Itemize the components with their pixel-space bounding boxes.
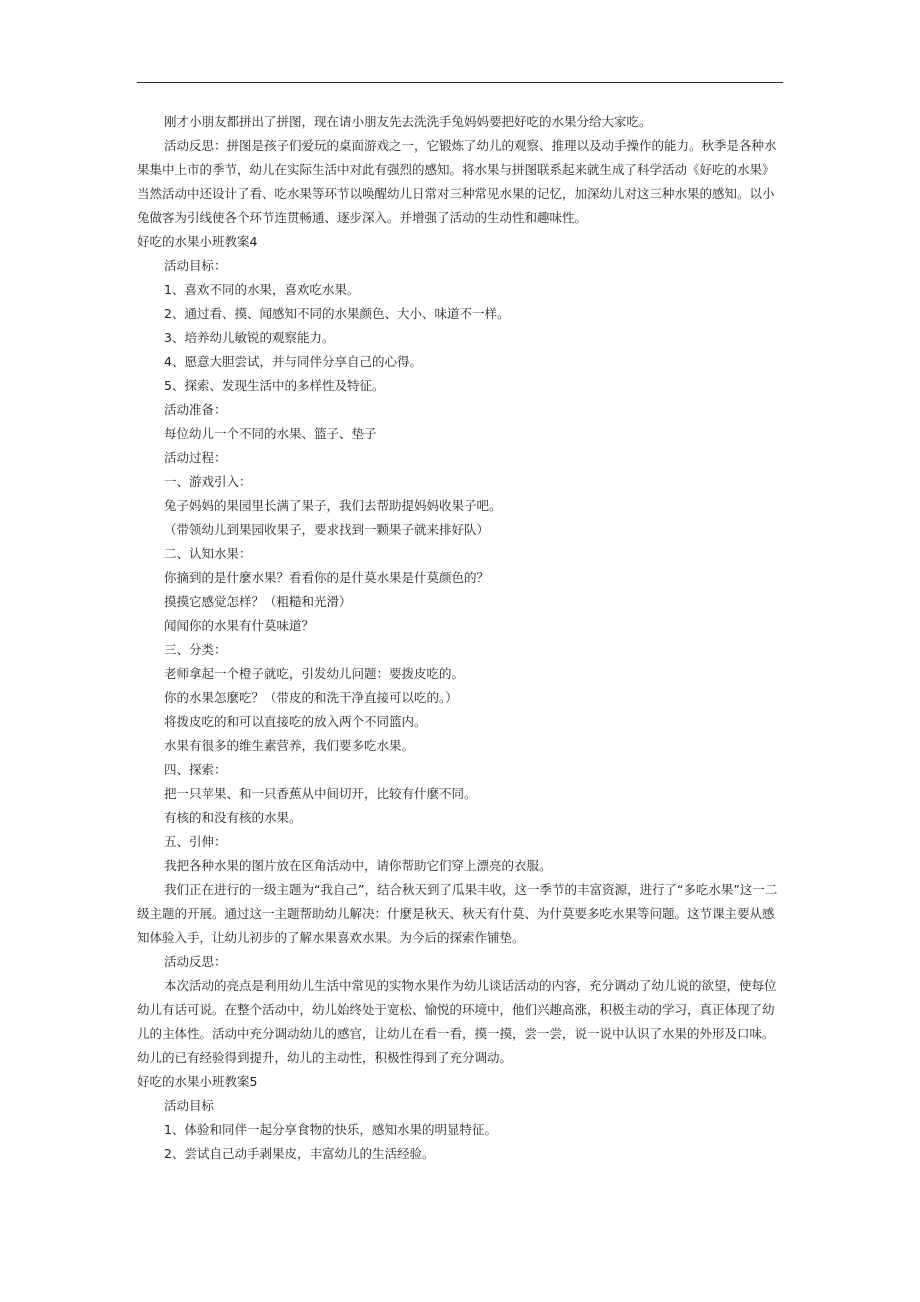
subheading: 活动目标 <box>164 1098 215 1113</box>
paragraph: （带领幼儿到果园收果子，要求找到一颗果子就来排好队） <box>164 522 490 537</box>
paragraph: 将拨皮吃的和可以直接吃的放入两个不同篮内。 <box>164 714 427 729</box>
header-rule <box>137 82 783 83</box>
paragraph: 你摘到的是什麼水果？看看你的是什莫水果是什莫颜色的？ <box>164 570 490 585</box>
subheading: 活动反思： <box>164 954 227 969</box>
list-item: 3、培养幼儿敏锐的观察能力。 <box>164 330 335 345</box>
paragraph: 我把各种水果的图片放在区角活动中，请你帮助它们穿上漂亮的衣服。 <box>164 858 552 873</box>
section-heading: 好吃的水果小班教案4 <box>137 234 258 249</box>
step-heading: 二、认知水果： <box>164 546 252 561</box>
section-heading: 好吃的水果小班教案5 <box>137 1074 258 1089</box>
subheading: 活动准备： <box>164 402 227 417</box>
list-item: 1、喜欢不同的水果，喜欢吃水果。 <box>164 282 360 297</box>
step-heading: 五、引伸： <box>164 834 227 849</box>
paragraph: 刚才小朋友都拼出了拼图，现在请小朋友先去洗洗手兔妈妈要把好吃的水果分给大家吃。 <box>164 114 652 129</box>
list-item: 2、通过看、摸、闻感知不同的水果颜色、大小、味道不一样。 <box>164 306 510 321</box>
paragraph: 我们正在进行的一级主题为“我自己”，结合秋天到了瓜果丰收，这一季节的丰富资源，进行了“多吃水果”这一二级主题的开展。通过这一主题帮助幼儿解决：什麼是秋天、秋天有什莫、为什莫要多吃水果等问题。这节课主要从感知体验入手，让幼儿初步的了解水果喜欢水果。为今后的探索作铺垫。 <box>137 882 778 945</box>
paragraph: 你的水果怎麼吃？（带皮的和洗干净直接可以吃的。） <box>164 690 458 705</box>
subheading: 活动目标： <box>164 258 227 273</box>
step-heading: 四、探索： <box>164 762 227 777</box>
paragraph: 老师拿起一个橙子就吃，引发幼儿问题：要拨皮吃的。 <box>164 666 465 681</box>
paragraph: 本次活动的亮点是利用幼儿生活中常见的实物水果作为幼儿谈话活动的内容，充分调动了幼儿说的欲望，使每位幼儿有话可说。在整个活动中，幼儿始终处于宽松、愉悦的环境中，他们兴趣高涨，积极主动的学习，真正体现了幼儿的主体性。活动中充分调动幼儿的感官，让幼儿在看一看，摸一摸，尝一尝，说一说中认识了水果的外形及口味。幼儿的已有经验得到提升，幼儿的主动性，积极性得到了充分调动。 <box>137 978 777 1065</box>
paragraph: 把一只苹果、和一只香蕉从中间切开，比较有什麼不同。 <box>164 786 477 801</box>
list-item: 2、尝试自己动手剥果皮，丰富幼儿的生活经验。 <box>164 1146 435 1161</box>
paragraph: 每位幼儿一个不同的水果、篮子、垫子 <box>164 426 377 441</box>
step-heading: 三、分类： <box>164 642 227 657</box>
paragraph: 闻闻你的水果有什莫味道？ <box>164 618 315 633</box>
list-item: 5、探索、发现生活中的多样性及特征。 <box>164 378 385 393</box>
paragraph: 兔子妈妈的果园里长满了果子，我们去帮助提妈妈收果子吧。 <box>164 498 502 513</box>
paragraph: 水果有很多的维生素营养，我们要多吃水果。 <box>164 738 415 753</box>
paragraph: 活动反思：拼图是孩子们爱玩的桌面游戏之一，它锻炼了幼儿的观察、推理以及动手操作的能力。秋季是各种水果集中上市的季节，幼儿在实际生活中对此有强烈的感知。将水果与拼图联系起来就生成了科学活动《好吃的水果》当然活动中还设计了看、吃水果等环节以唤醒幼儿日常对三种常见水果的记忆，加深幼儿对这三种水果的感知。以小兔做客为引线使各个环节连贯畅通、逐步深入。并增强了活动的生动性和趣味性。 <box>137 138 777 225</box>
paragraph: 摸摸它感觉怎样？（粗糙和光滑） <box>164 594 352 609</box>
document-body <box>137 110 785 1166</box>
list-item: 4、愿意大胆尝试，并与同伴分享自己的心得。 <box>164 354 422 369</box>
list-item: 1、体验和同伴一起分享食物的快乐，感知水果的明显特征。 <box>164 1122 497 1137</box>
step-heading: 一、游戏引入： <box>164 474 252 489</box>
paragraph: 有核的和没有核的水果。 <box>164 810 302 825</box>
subheading: 活动过程： <box>164 450 227 465</box>
